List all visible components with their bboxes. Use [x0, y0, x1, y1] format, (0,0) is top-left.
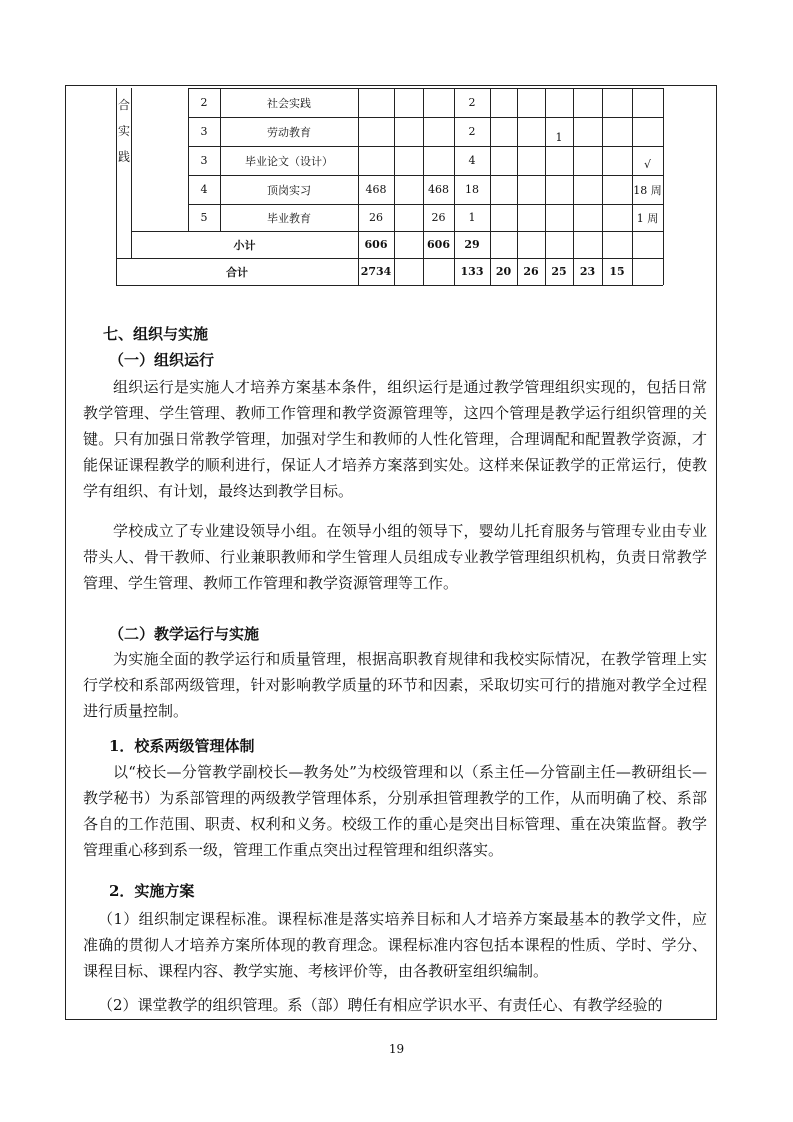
hours-theory — [394, 117, 423, 146]
semester-2 — [517, 117, 545, 146]
semester-4 — [573, 175, 602, 204]
course-name: 毕业教育 — [267, 211, 311, 225]
total-semester-6 — [632, 258, 663, 285]
paragraph-teaching-1: 为实施全面的教学运行和质量管理，根据高职教育规律和我校实际情况，在教学管理上实行学校和系部两级管理，针对影响教学质量的环节和因素，采取切实可行的措施对教学全过程进行质量控制。 — [83, 650, 707, 720]
credit: 18 — [465, 183, 479, 196]
semester-1 — [490, 117, 517, 146]
group-label-char: 践 — [117, 150, 130, 164]
hours-practice: 468 — [428, 183, 449, 196]
subtotal-label: 小计 — [233, 238, 256, 252]
total-hours-practice — [423, 258, 454, 285]
group-label-char: 合 — [117, 98, 130, 112]
total-semester-1: 20 — [495, 265, 512, 278]
semester-1 — [490, 88, 517, 117]
credit: 4 — [468, 154, 476, 167]
semester-3 — [545, 204, 573, 231]
hours-theory — [394, 204, 423, 231]
group-label — [116, 92, 132, 170]
semester-3 — [545, 175, 573, 204]
semester-6 — [632, 88, 663, 117]
semester-2 — [517, 175, 545, 204]
semester-1 — [490, 175, 517, 204]
semester-6-weeks: 1 周 — [636, 211, 659, 225]
section-title: 七、组织与实施 — [103, 325, 209, 343]
semester-6-weeks: 18 周 — [633, 183, 662, 197]
semester-1 — [490, 146, 517, 175]
semester-5 — [602, 146, 632, 175]
subtotal-hours-total: 606 — [364, 238, 388, 251]
course-name: 顶岗实习 — [267, 183, 311, 197]
paragraph-two-level-system: 以“校长—分管教学副校长—教务处”为校级管理和以（系主任—分管副主任—教研组长—教学秘书）为系部管理的两级教学管理体系，分别承担管理教学的工作，从而明确了校、系部各自的工作范围、职责、权利和义务。校级工作的重心是突出目标管理、重在决策监督。教学管理重心移到系一级，管理工作重点突出过程管理和组织落实。 — [83, 763, 707, 859]
paragraph-organization-1: 组织运行是实施人才培养方案基本条件，组织运行是通过教学管理组织实现的，包括日常教学管理、学生管理、教师工作管理和教学资源管理等，这四个管理是教学运行组织管理的关键。只有加强日常教学管理，加强对学生和教师的人性化管理，合理调配和配置教学资源，才能保证课程教学的顺利进行，保证人才培养方案落到实处。这样来保证教学的正常运行，使教学有组织、有计划，最终达到教学目标。 — [83, 378, 707, 500]
semester-2 — [517, 88, 545, 117]
page-number: 19 — [388, 1042, 405, 1056]
course-name: 毕业论文（设计） — [245, 154, 333, 168]
row-no: 2 — [200, 96, 208, 109]
credit: 2 — [468, 96, 476, 109]
hours-theory — [394, 88, 423, 117]
row-no: 3 — [200, 154, 208, 167]
semester-2 — [517, 146, 545, 175]
course-name: 劳动教育 — [267, 125, 311, 139]
paragraph-organization-2: 学校成立了专业建设领导小组。在领导小组的领导下，婴幼儿托育服务与管理专业由专业带头人、骨干教师、行业兼职教师和学生管理人员组成专业教学管理组织机构，负责日常教学管理、学生管理、教师工作管理和教学资源管理等工作。 — [83, 522, 707, 592]
total-hours-total: 2734 — [360, 265, 392, 278]
total-credit: 133 — [460, 265, 484, 278]
semester-5 — [602, 88, 632, 117]
row-no: 3 — [200, 125, 208, 138]
semester-5 — [602, 117, 632, 146]
hours-theory — [394, 175, 423, 204]
semester-1 — [490, 204, 517, 231]
total-semester-5: 15 — [609, 265, 625, 278]
check-mark: √ — [643, 158, 651, 171]
semester-6 — [632, 117, 663, 146]
hours-total — [358, 88, 394, 117]
hours-practice — [423, 88, 454, 117]
hours-practice — [423, 146, 454, 175]
course-name: 社会实践 — [267, 96, 311, 110]
semester-4 — [573, 88, 602, 117]
total-semester-3: 25 — [551, 265, 567, 278]
semester-5 — [602, 204, 632, 231]
total-label: 合计 — [226, 265, 248, 279]
subtotal-hours-theory — [394, 231, 423, 258]
semester-3: 1 — [555, 131, 563, 144]
semester-2 — [517, 204, 545, 231]
semester-3 — [545, 146, 573, 175]
semester-4 — [573, 204, 602, 231]
subtotal-hours-practice: 606 — [427, 238, 450, 251]
subsection-title-organization: （一）组织运行 — [109, 351, 215, 369]
paragraph-plan-2: （2）课堂教学的组织管理。系（部）聘任有相应学识水平、有责任心、有教学经验的 — [98, 996, 663, 1014]
heading-implementation-plan: 2．实施方案 — [109, 882, 195, 900]
paragraph-plan-1: （1）组织制定课程标准。课程标准是落实培养目标和人才培养方案最基本的教学文件，应准确的贯彻人才培养方案所体现的教育理念。课程标准内容包括本课程的性质、学时、学分、课程目标、课程内容、教学实施、考核评价等，由各教研室组织编制。 — [83, 910, 707, 980]
heading-two-level-system: 1．校系两级管理体制 — [109, 737, 255, 755]
row-no: 4 — [200, 183, 208, 196]
hours-practice — [423, 117, 454, 146]
total-semester-2: 26 — [523, 265, 539, 278]
hours-total — [358, 146, 394, 175]
row-no: 5 — [200, 211, 208, 224]
hours-total — [358, 117, 394, 146]
hours-theory — [394, 146, 423, 175]
semester-3 — [545, 88, 573, 117]
semester-4 — [573, 117, 602, 146]
credit: 1 — [468, 211, 476, 224]
group-label-char: 实 — [117, 124, 130, 138]
hours-total: 26 — [369, 211, 383, 224]
semester-4 — [573, 146, 602, 175]
hours-total: 468 — [365, 183, 387, 196]
hours-practice: 26 — [431, 211, 446, 224]
total-semester-4: 23 — [579, 265, 596, 278]
semester-5 — [602, 175, 632, 204]
subtotal-credit: 29 — [464, 238, 480, 251]
subsection-title-teaching: （二）教学运行与实施 — [109, 625, 260, 643]
total-hours-theory — [394, 258, 423, 285]
credit: 2 — [468, 125, 476, 138]
